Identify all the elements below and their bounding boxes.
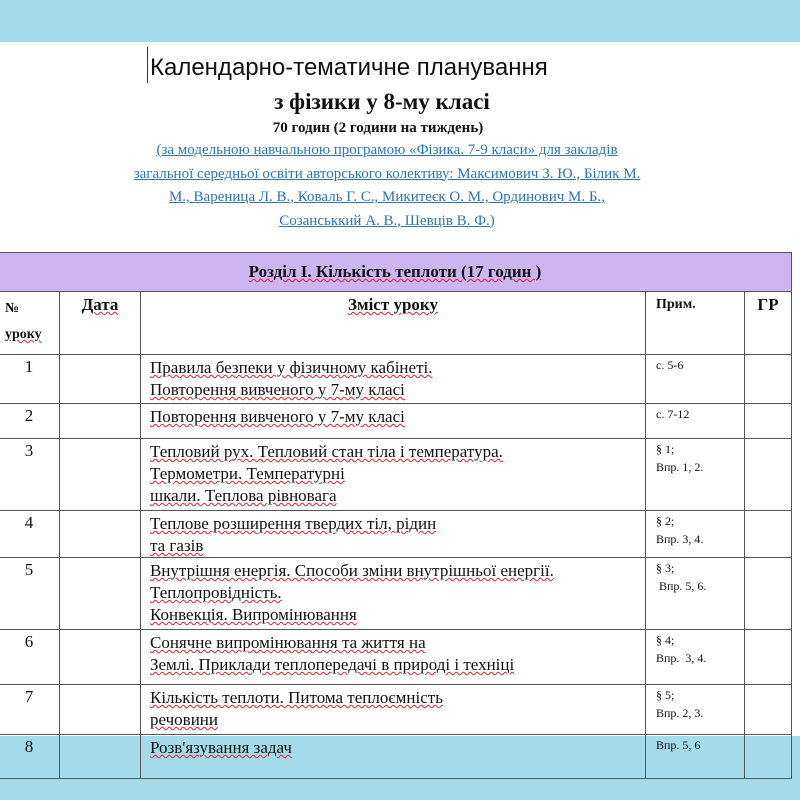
lesson-note: Впр. 5, 6 [646,735,745,779]
lesson-topic-line: Внутрішня енергія. Способи зміни внутрішньої енергії. [150,561,554,580]
lesson-topic-line: Конвекція. Випромінювання [150,605,357,624]
lesson-row [0,355,792,404]
lesson-gr-cell[interactable] [745,439,792,511]
lesson-topic [141,558,646,630]
lesson-topic-line: речовини [150,710,218,729]
program-note-line: загальної середньої освіти авторського колективу: Максимович З. Ю., Білик М. [133,165,641,182]
header-lesson-number [0,292,60,355]
lesson-note: § 3; Впр. 5, 6. [646,558,745,630]
lesson-date-cell[interactable] [60,404,141,439]
lesson-date-cell[interactable] [60,685,141,735]
lesson-number: 5 [0,558,60,630]
lesson-row [0,439,792,511]
lesson-plan-table [0,252,792,779]
lesson-date-cell[interactable] [60,630,141,685]
column-header-row [0,292,792,355]
header-number-sign: № [5,301,20,316]
header-date [60,292,141,355]
lesson-topic-line: Повторення вивченого у 7-му класі [150,407,405,426]
lesson-topic-line: Теплопровідність. [150,583,282,602]
lesson-topic [141,630,646,685]
lesson-topic-line: Землі. Приклади теплопередачі в природі і техніці [150,655,515,674]
document-title: Календарно-тематичне планування [150,54,548,81]
lesson-topic-line: Тепловий рух. Тепловий стан тіла і температура. [150,442,503,461]
lesson-number: 1 [0,355,60,404]
header-date-text: Дата [81,295,119,314]
lesson-date-cell[interactable] [60,439,141,511]
section-title [0,253,792,292]
hours-line: 70 годин (2 години на тиждень) [272,120,484,136]
lesson-topic-line: шкали. Теплова рівновага [150,486,337,505]
lesson-topic-line: Термометри. Температурні [150,464,345,483]
lesson-note: с. 5-6 [646,355,745,404]
header-lesson-word: уроку [5,327,42,342]
program-note-line: Созанськкий А. В., Шевців В. Ф.) [279,212,495,229]
lesson-topic-line: та газів [150,536,204,555]
lesson-row [0,511,792,558]
lesson-date-cell[interactable] [60,558,141,630]
lesson-note: § 5; Впр. 2, 3. [646,685,745,735]
lesson-note: § 2; Впр. 3, 4. [646,511,745,558]
program-note [82,139,692,233]
lesson-number: 2 [0,404,60,439]
lesson-date-cell[interactable] [60,735,141,779]
lesson-row [0,404,792,439]
document-subtitle: з фізики у 8-му класі [274,89,490,114]
text-cursor [147,47,148,83]
lesson-number: 8 [0,735,60,779]
header-content [141,292,646,355]
header-notes: Прим. [646,292,745,355]
program-note-line: (за модельною навчальною програмою «Фізика. 7-9 класи» для закладів [156,142,618,158]
lesson-row [0,630,792,685]
lesson-gr-cell[interactable] [745,735,792,779]
lesson-number: 6 [0,630,60,685]
lesson-row [0,735,792,779]
section-title-text: Розділ І. Кількість теплоти (17 годин ) [248,262,542,281]
lesson-note: § 1; Впр. 1, 2. [646,439,745,511]
section-header-row [0,253,792,292]
lesson-topic-line: Теплове розширення твердих тіл, рідин [150,514,437,533]
lesson-note: с. 7-12 [646,404,745,439]
lesson-gr-cell[interactable] [745,404,792,439]
lesson-topic-line: Сонячне випромінювання та життя на [150,633,426,652]
lesson-number: 3 [0,439,60,511]
lesson-topic [141,355,646,404]
lesson-row [0,558,792,630]
lesson-gr-cell[interactable] [745,511,792,558]
lesson-topic [141,685,646,735]
lesson-topic-line: Правила безпеки у фізичному кабінеті. [150,358,433,377]
lesson-date-cell[interactable] [60,355,141,404]
lesson-number: 4 [0,511,60,558]
lesson-note: § 4; Впр. 3, 4. [646,630,745,685]
lesson-topic-line: Розв'язування задач [150,738,292,757]
lesson-date-cell[interactable] [60,511,141,558]
lesson-topic [141,735,646,779]
lesson-topic-line: Кількість теплоти. Питома теплоємність [150,688,443,707]
header-gr: ГР [745,292,792,355]
lesson-topic-line: Повторення вивченого у 7-му класі [150,380,405,399]
lesson-number: 7 [0,685,60,735]
program-note-line: М., Вареница Л. В., Коваль Г. С., Микитеєк О. М., Ординович М. Б., [168,189,606,205]
header-content-text: Зміст уроку [348,295,438,314]
lesson-gr-cell[interactable] [745,630,792,685]
lesson-topic [141,404,646,439]
lesson-gr-cell[interactable] [745,685,792,735]
lesson-row [0,685,792,735]
lesson-topic [141,511,646,558]
lesson-topic [141,439,646,511]
lesson-gr-cell[interactable] [745,558,792,630]
lesson-gr-cell[interactable] [745,355,792,404]
